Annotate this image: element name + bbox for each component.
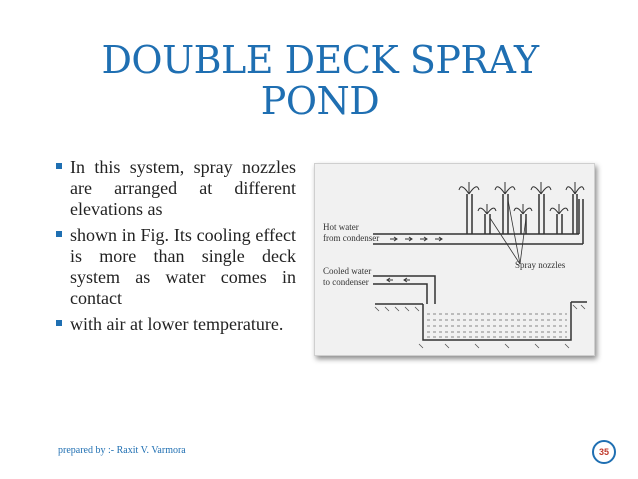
hot-water-label: Hot water	[323, 222, 359, 232]
footer-credit: prepared by :- Raxit V. Varmora	[58, 445, 186, 456]
bullet-item	[56, 225, 296, 309]
bullet-text: In this system, spray nozzles are arranged at different elevations as	[70, 157, 296, 219]
slide-title-line-1: DOUBLE DECK SPRAY	[101, 38, 539, 82]
cooled-water-label: Cooled water	[323, 266, 372, 276]
page-number-badge: 35	[592, 440, 616, 464]
square-bullet-icon	[56, 163, 62, 169]
square-bullet-icon	[56, 320, 62, 326]
bullet-list	[56, 157, 296, 340]
cooled-water-label-2: to condenser	[323, 277, 369, 287]
spray-nozzles-label: Spray nozzles	[515, 260, 566, 270]
bullet-item	[56, 314, 296, 335]
slide-title-line-2: POND	[260, 79, 380, 123]
hot-water-label-2: from condenser	[323, 233, 380, 243]
square-bullet-icon	[56, 231, 62, 237]
spray-pond-diagram	[314, 163, 595, 356]
bullet-text: shown in Fig. Its cooling effect is more than single deck system as water comes in contact	[70, 225, 296, 308]
bullet-item	[56, 157, 296, 220]
bullet-text: with air at lower temperature.	[70, 314, 284, 334]
slide-title	[60, 40, 580, 122]
